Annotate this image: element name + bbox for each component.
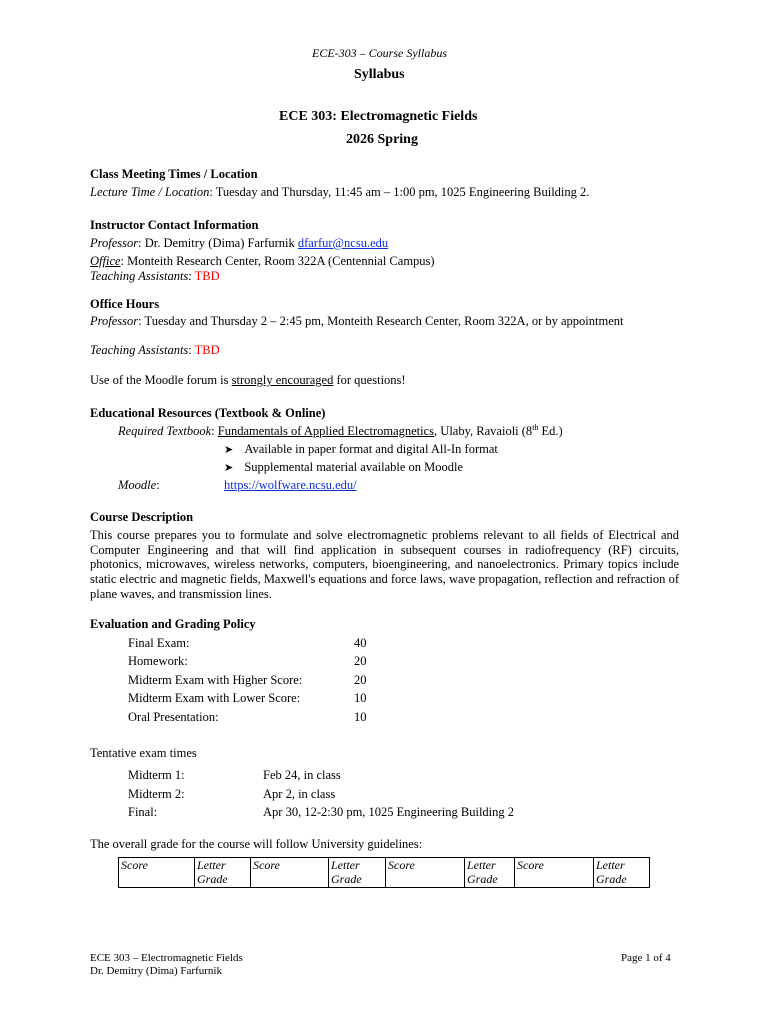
grading-heading: Evaluation and Grading Policy (90, 617, 256, 631)
lecture-time-value: : Tuesday and Thursday, 11:45 am – 1:00 pm, 1025 Engineering Building 2. (209, 185, 590, 199)
ta-value: TBD (194, 269, 220, 283)
grading-item-label: Homework: (128, 654, 188, 668)
office-hours-professor-line (90, 314, 623, 329)
office-line (90, 254, 435, 269)
arrow-bullet-icon: ➤ (224, 444, 234, 456)
grade-table-header-cell: Score (119, 858, 195, 888)
exam-date: Feb 24, in class (263, 768, 341, 782)
textbook-edition-end: Ed.) (538, 424, 563, 438)
grade-table-header-cell: Letter Grade (195, 858, 251, 888)
office-label: Office (90, 254, 121, 268)
office-hours-professor-label: Professor (90, 314, 139, 328)
exam-date: Apr 2, in class (263, 787, 336, 801)
footer-page-number: Page 1 of 4 (621, 952, 671, 964)
grading-item-value: 20 (354, 673, 367, 687)
office-hours-ta-label: Teaching Assistants (90, 343, 189, 357)
professor-email-link[interactable]: dfarfur@ncsu.edu (297, 236, 389, 250)
grade-table-intro: The overall grade for the course will follow University guidelines: (90, 837, 423, 851)
professor-name: : Dr. Demitry (Dima) Farfurnik (138, 236, 298, 250)
professor-label: Professor (90, 236, 139, 250)
moodle-url-link[interactable]: https://wolfware.ncsu.edu/ (224, 478, 357, 492)
office-hours-professor-value: : Tuesday and Thursday 2 – 2:45 pm, Monteith Research Center, Room 322A, or by appointment (138, 314, 624, 328)
class-meeting-heading: Class Meeting Times / Location (90, 167, 258, 181)
moodle-note-before: Use of the Moodle forum is (90, 373, 232, 387)
grading-item-value: 20 (354, 654, 367, 668)
office-hours-heading: Office Hours (90, 297, 160, 311)
grade-table-header-cell: Letter Grade (465, 858, 515, 888)
moodle-note-after: for questions! (333, 373, 406, 387)
exam-label: Midterm 1: (128, 768, 185, 782)
resource-bullet-text: Supplemental material available on Moodle (244, 460, 464, 474)
moodle-note-emphasis: strongly encouraged (231, 373, 334, 387)
grading-item-value: 40 (354, 636, 367, 650)
office-value: : Monteith Research Center, Room 322A (Centennial Campus) (120, 254, 435, 268)
grading-item-label: Midterm Exam with Lower Score: (128, 691, 301, 705)
description-text: This course prepares you to formulate and solve electromagnetic problems relevant to all fields of Electrical and Computer Engineering and that will find application in subsequent courses in radiofrequency (RF) circuits, photonics, microwaves, wireless networks, computers, bioengineering, and nanoelectronics. Primary topics include static electric and magnetic fields, Maxwell's equations and force laws, wave propagation, reflection and refraction of plane waves, and transmission lines. (90, 528, 679, 601)
ta-label: Teaching Assistants (90, 269, 189, 283)
textbook-authors: , Ulaby, Ravaioli (8 (434, 424, 533, 438)
textbook-title: Fundamentals of Applied Electromagnetics (217, 424, 435, 438)
moodle-label-line (118, 478, 160, 493)
resource-bullet (224, 460, 463, 475)
textbook-sep: : (211, 424, 218, 438)
exam-label: Midterm 2: (128, 787, 185, 801)
exams-intro: Tentative exam times (90, 746, 197, 760)
professor-line (90, 236, 388, 251)
term-title: 2026 Spring (346, 132, 418, 147)
course-title: ECE 303: Electromagnetic Fields (279, 109, 478, 124)
textbook-label: Required Textbook (118, 424, 212, 438)
grade-table-header-cell: Letter Grade (594, 858, 650, 888)
grade-table-header-cell: Score (386, 858, 465, 888)
lecture-time-line (90, 185, 589, 200)
grading-item-value: 10 (354, 691, 367, 705)
grading-item-value: 10 (354, 710, 367, 724)
exam-label: Final: (128, 805, 158, 819)
textbook-edition-sup: th (532, 422, 539, 432)
grading-item-label: Oral Presentation: (128, 710, 219, 724)
grade-table (118, 857, 650, 888)
instructor-heading: Instructor Contact Information (90, 218, 259, 232)
grade-table-header-cell: Letter Grade (329, 858, 386, 888)
moodle-sep: : (156, 478, 160, 492)
office-hours-ta-line (90, 343, 220, 358)
resources-heading: Educational Resources (Textbook & Online) (90, 406, 326, 420)
grading-item-label: Midterm Exam with Higher Score: (128, 673, 303, 687)
grade-table-header-row (119, 858, 650, 888)
lecture-time-label: Lecture Time / Location (90, 185, 210, 199)
resource-bullet (224, 442, 498, 457)
page-title: Syllabus (354, 67, 405, 82)
grade-table-header-cell: Score (251, 858, 329, 888)
footer-course: ECE 303 – Electromagnetic Fields (90, 952, 243, 964)
exam-date: Apr 30, 12-2:30 pm, 1025 Engineering Building 2 (263, 805, 515, 819)
textbook-line (118, 424, 563, 439)
grade-table-header-cell: Score (515, 858, 594, 888)
footer-instructor: Dr. Demitry (Dima) Farfurnik (90, 965, 222, 977)
resource-bullet-text: Available in paper format and digital All-In format (244, 442, 498, 456)
grading-item-label: Final Exam: (128, 636, 190, 650)
moodle-label: Moodle (118, 478, 157, 492)
office-hours-ta-sep: : (188, 343, 195, 357)
ta-sep: : (188, 269, 195, 283)
moodle-note (90, 373, 406, 388)
office-hours-ta-value: TBD (194, 343, 220, 357)
running-header: ECE-303 – Course Syllabus (312, 46, 447, 60)
description-heading: Course Description (90, 510, 194, 524)
ta-line (90, 269, 220, 284)
arrow-bullet-icon: ➤ (224, 462, 234, 474)
